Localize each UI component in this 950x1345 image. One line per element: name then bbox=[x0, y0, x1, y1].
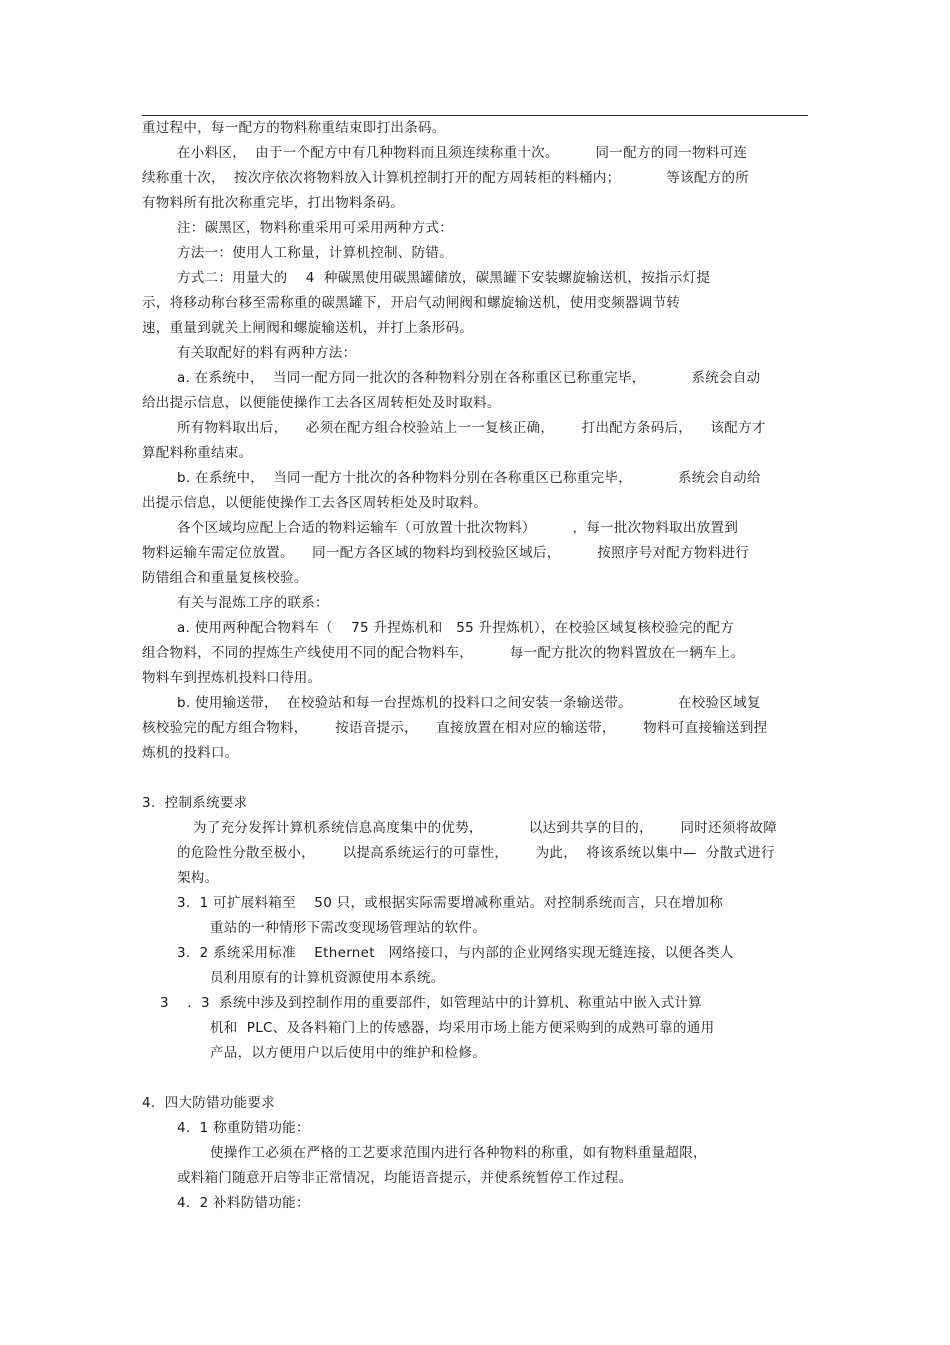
text-line: 在小料区， 由于一个配方中有几种物料而且须连续称重十次。 同一配方的同一物料可连 bbox=[177, 145, 748, 161]
text-line: 所有物料取出后， 必须在配方组合校验站上一一复核正确， 打出配方条码后， 该配方才 bbox=[177, 420, 766, 436]
text-line: 防错组合和重量复核校验。 bbox=[142, 570, 308, 586]
subsection-heading: 4. 2 补料防错功能： bbox=[177, 1195, 310, 1211]
text-line: 方式二：用量大的 4 种碳黑使用碳黑罐储放，碳黑罐下安装螺旋输送机，按指示灯提 bbox=[177, 270, 711, 286]
header-rule bbox=[142, 115, 808, 116]
text-line: 核校验完的配方组合物料， 按语音提示， 直接放置在相对应的输送带， 物料可直接输送到捏 bbox=[142, 720, 768, 736]
text-line: 方法一：使用人工称量，计算机控制、防错。 bbox=[177, 245, 453, 261]
text-line: 的危险性分散至极小， 以提高系统运行的可靠性， 为此， 将该系统以集中— 分散式进行 bbox=[177, 845, 775, 861]
text-line: 组合物料，不同的捏炼生产线使用不同的配合物料车， 每一配方批次的物料置放在一辆车上。 bbox=[142, 645, 745, 661]
text-line: 重过程中，每一配方的物料称重结束即打出条码。 bbox=[142, 120, 446, 136]
text-line: 炼机的投料口。 bbox=[142, 745, 239, 761]
text-line: b. 在系统中， 当同一配方十批次的各种物料分别在各称重区已称重完毕， 系统会自动给 bbox=[177, 470, 761, 486]
text-line: 物料车到捏炼机投料口待用。 bbox=[142, 670, 322, 686]
text-line: 使操作工必须在严格的工艺要求范围内进行各种物料的称重，如有物料重量超限， bbox=[210, 1145, 707, 1161]
subsection-heading: 4. 1 称重防错功能： bbox=[177, 1120, 310, 1136]
text-line: a. 使用两种配合物料车（ 75 升捏炼机和 55 升捏炼机），在校验区域复核校验完的配方 bbox=[177, 620, 735, 636]
text-line: 员利用原有的计算机资源使用本系统。 bbox=[210, 970, 445, 986]
section-heading: 3. 控制系统要求 bbox=[142, 795, 248, 811]
text-line: 重站的一种情形下需改变现场管理站的软件。 bbox=[210, 920, 486, 936]
text-line: 有物料所有批次称重完毕，打出物料条码。 bbox=[142, 195, 405, 211]
text-line: 给出提示信息，以便能使操作工去各区周转柜处及时取料。 bbox=[142, 395, 501, 411]
section-heading: 4. 四大防错功能要求 bbox=[142, 1095, 276, 1111]
text-line: 或料箱门随意开启等非正常情况，均能语音提示，并使系统暂停工作过程。 bbox=[177, 1170, 633, 1186]
text-line: 物料运输车需定位放置。 同一配方各区域的物料均到校验区域后， 按照序号对配方物料进行 bbox=[142, 545, 750, 561]
text-line: 3. 2 系统采用标准 Ethernet 网络接口，与内部的企业网络实现无缝连接，以便各类人 bbox=[177, 945, 734, 961]
text-line: 速，重量到就关上闸阀和螺旋输送机，并打上条形码。 bbox=[142, 320, 474, 336]
text-line: b. 使用输送带， 在校验站和每一台捏炼机的投料口之间安装一条输送带。 在校验区域复 bbox=[177, 695, 761, 711]
text-line: 3 . 3 系统中涉及到控制作用的重要部件，如管理站中的计算机、称重站中嵌入式计算 bbox=[160, 995, 703, 1011]
text-line: 有关与混炼工序的联系： bbox=[177, 595, 329, 611]
text-line: 注：碳黑区，物料称重采用可采用两种方式： bbox=[177, 220, 453, 236]
text-line: 出提示信息，以便能使操作工去各区周转柜处及时取料。 bbox=[142, 495, 487, 511]
text-line: 续称重十次， 按次序依次将物料放入计算机控制打开的配方周转柜的料桶内； 等该配方的所 bbox=[142, 170, 750, 186]
text-line: 为了充分发挥计算机系统信息高度集中的优势， 以达到共享的目的， 同时还须将故障 bbox=[193, 820, 778, 836]
text-line: 有关取配好的料有两种方法： bbox=[177, 345, 357, 361]
text-line: 示，将移动称台移至需称重的碳黑罐下，开启气动闸阀和螺旋输送机，使用变频器调节转 bbox=[142, 295, 681, 311]
text-line: 机和 PLC、及各料箱门上的传感器，均采用市场上能方便采购到的成熟可靠的通用 bbox=[210, 1020, 715, 1036]
text-line: 各个区域均应配上合适的物料运输车（可放置十批次物料） ，每一批次物料取出放置到 bbox=[177, 520, 739, 536]
text-line: 产品，以方便用户以后使用中的维护和检修。 bbox=[210, 1045, 486, 1061]
text-line: 架构。 bbox=[177, 870, 219, 886]
text-line: 算配料称重结束。 bbox=[142, 445, 253, 461]
text-line: 3. 1 可扩展料箱至 50 只，或根据实际需要增减称重站。对控制系统而言，只在增加称 bbox=[177, 895, 724, 911]
text-line: a. 在系统中， 当同一配方同一批次的各种物料分别在各称重区已称重完毕， 系统会自动 bbox=[177, 370, 761, 386]
